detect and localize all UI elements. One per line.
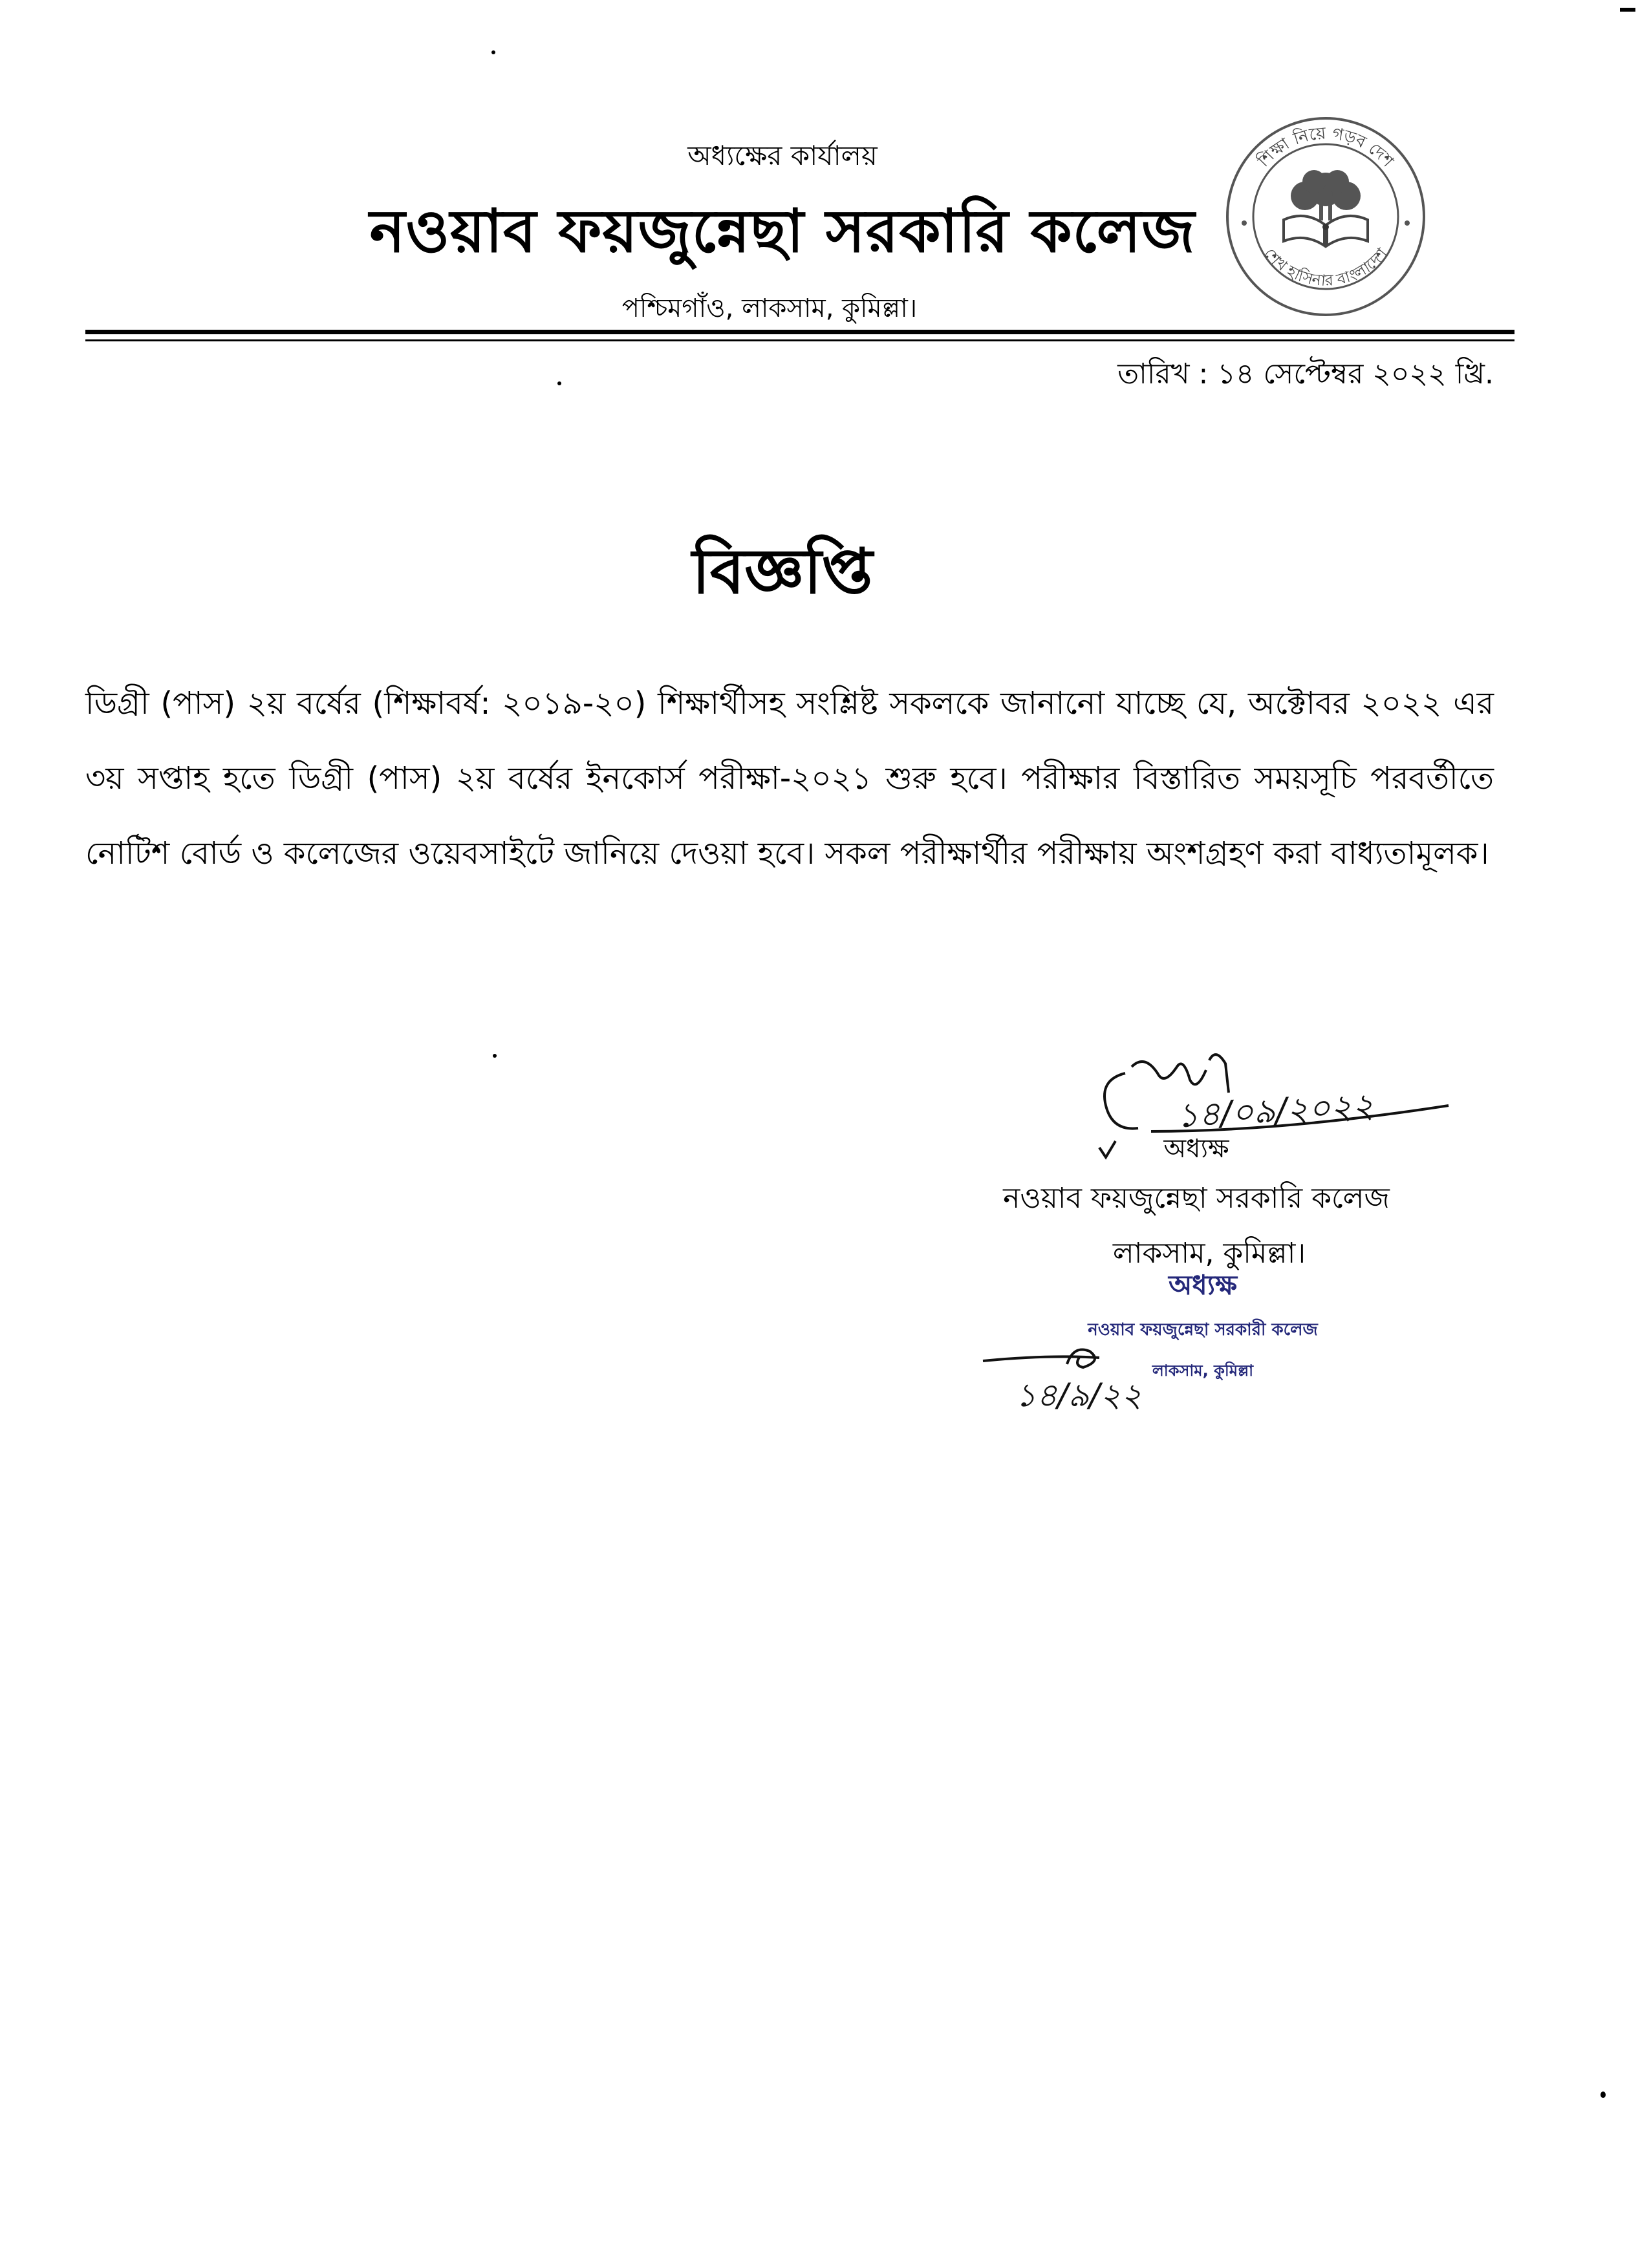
- svg-text:শেখ হাসিনার বাংলাদেশ: শেখ হাসিনার বাংলাদেশ: [1260, 244, 1391, 290]
- svg-text:১৪/৯/২২: ১৪/৯/২২: [1015, 1376, 1143, 1414]
- notice-heading: বিজ্ঞপ্তি: [692, 535, 873, 608]
- scan-speck: [1600, 2091, 1606, 2098]
- stamp-signature: [970, 1325, 1332, 1416]
- signatory-designation: অধ্যক্ষ: [1163, 1134, 1229, 1164]
- header-rule-thin: [85, 339, 1514, 341]
- header-rule-thick: [85, 330, 1514, 334]
- signatory-college: নওয়াব ফয়জুন্নেছা সরকারি কলেজ: [1003, 1182, 1390, 1215]
- college-address: পশ্চিমগাঁও, লাকসাম, কুমিল্লা।: [621, 294, 918, 323]
- office-title: অধ্যক্ষের কার্যালয়: [687, 140, 878, 171]
- signatory-location: লাকসাম, কুমিল্লা।: [1112, 1237, 1306, 1270]
- notice-date: তারিখ : ১৪ সেপ্টেম্বর ২০২২ খ্রি.: [1117, 358, 1494, 390]
- scan-edge-mark: [1620, 8, 1635, 12]
- stamp-title: অধ্যক্ষ: [1168, 1269, 1238, 1301]
- svg-text:১৪/০৯/২০২২: ১৪/০৯/২০২২: [1176, 1086, 1375, 1136]
- college-name: নওয়াব ফয়জুন্নেছা সরকারি কলেজ: [369, 197, 1196, 266]
- stamp-college: নওয়াব ফয়জুন্নেছা সরকারী কলেজ: [1088, 1320, 1318, 1340]
- notice-body: ডিগ্রী (পাস) ২য় বর্ষের (শিক্ষাবর্ষ: ২০১৯-২০) শিক্ষার্থীসহ সংশ্লিষ্ট সকলকে জানানো যাচ্ছে যে, অক্টোবর ২০২২ এর ৩য় সপ্তাহ হতে ডিগ্রী (পাস) ২য় বর্ষের ইনকোর্স পরীক্ষা-২০২১ শুরু হবে। পরীক্ষার বিস্তারিত সময়সূচি পরবর্তীতে নোটিশ বোর্ড ও কলেজের ওয়েবসাইটে জানিয়ে দেওয়া হবে। সকল পরীক্ষার্থীর পরীক্ষায় অংশগ্রহণ করা বাধ্যতামূলক।: [85, 685, 1494, 872]
- college-logo-seal: [1222, 113, 1429, 320]
- scan-speck: [493, 1054, 497, 1058]
- stamp-location: লাকসাম, কুমিল্লা: [1152, 1362, 1254, 1380]
- svg-text:শিক্ষা নিয়ে গড়ব দেশ: শিক্ষা নিয়ে গড়ব দেশ: [1254, 123, 1397, 171]
- scan-speck: [491, 50, 495, 54]
- scan-speck: [557, 381, 561, 385]
